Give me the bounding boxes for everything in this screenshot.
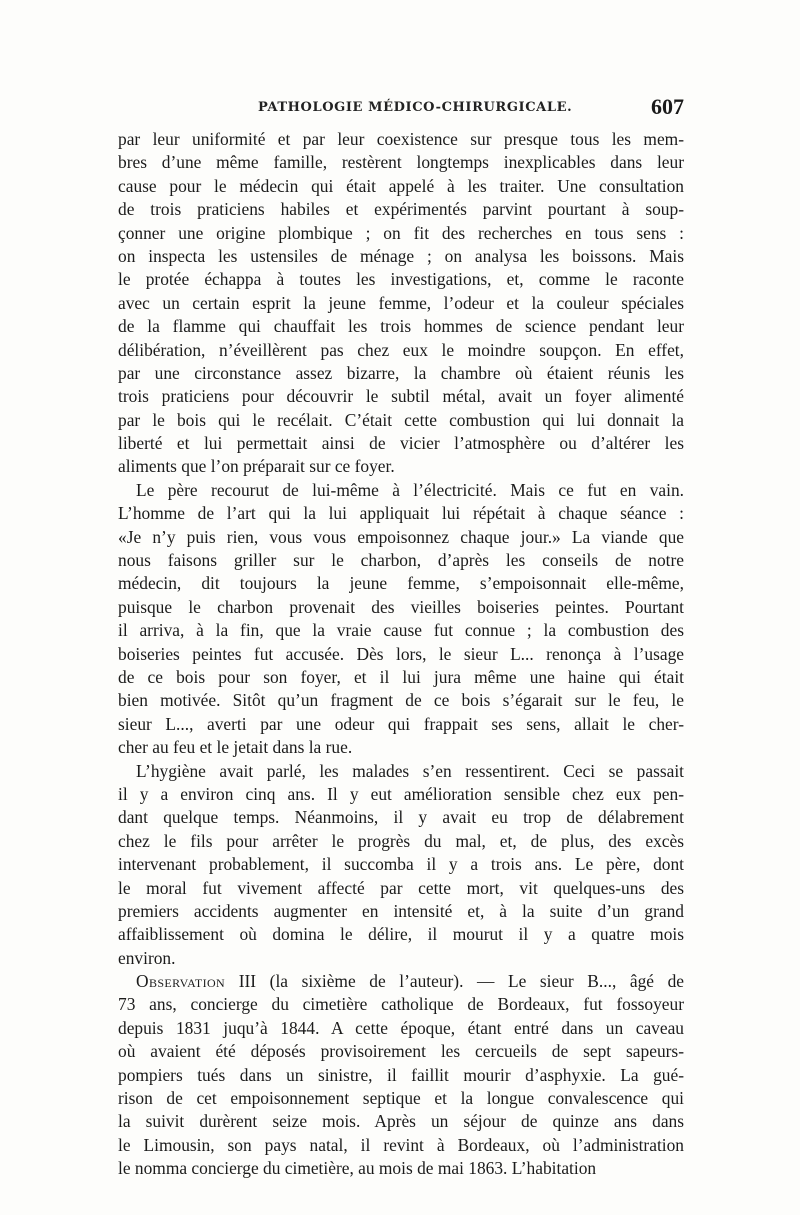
observation-lead: Observation [136,971,226,992]
text-line: chez le fils pour arrêter le progrès du mal, et, de plus, des excès [118,830,684,851]
running-title: PATHOLOGIE MÉDICO-CHIRURGICALE. [258,100,573,115]
page-number: 607 [651,94,684,119]
text-line: le moral fut vivement affecté par cette mort, vit quelques-uns des [118,877,684,898]
text-line: intervenant probablement, il succomba il y a trois ans. Le père, dont [118,854,684,875]
text-line: dant quelque temps. Néanmoins, il y avait eu trop de délabrement [118,807,684,828]
text-line: L’hygiène avait parlé, les malades s’en ressentirent. Ceci se passait [136,760,684,781]
text-line: où avaient été déposés provisoirement les cercueils de sept sapeurs- [118,1041,684,1062]
text-line: aliments que l’on préparait sur ce foyer. [118,456,395,477]
text-line: il y a environ cinq ans. Il y eut amélioration sensible chez eux pen- [118,783,684,804]
text-line: depuis 1831 juqu’à 1844. A cette époque, étant entré dans un caveau [118,1017,684,1038]
text-line: on inspecta les ustensiles de ménage ; on analysa les boissons. Mais [118,245,684,266]
text-line: de ce bois pour son foyer, et il lui jura même une haine qui était [118,666,684,687]
text-line: de trois praticiens habiles et expérimentés parvint pourtant à soup- [118,199,684,220]
text-line: rison de cet empoisonnement septique et la longue convalescence qui [118,1088,684,1109]
text-line: environ. [118,947,176,968]
text-line: sieur L..., averti par une odeur qui frappait ses sens, allait le cher- [118,713,684,734]
text-line: liberté et lui permettait ainsi de vicier l’atmosphère ou d’altérer les [118,433,684,454]
paragraph [118,479,684,760]
text-line: 73 ans, concierge du cimetière catholique de Bordeaux, fut fossoyeur [118,994,684,1015]
text-line: puisque le charbon provenait des vieilles boiseries peintes. Pourtant [118,596,684,617]
text-line: par leur uniformité et par leur coexistence sur presque tous les mem- [118,129,684,149]
text-line: la suivit durèrent seize mois. Après un séjour de quinze ans dans [118,1111,684,1132]
text-line: cause pour le médecin qui était appelé à les traiter. Une consultation [118,175,684,196]
text-line: Le père recourut de lui-même à l’électricité. Mais ce fut en vain. [136,479,684,500]
text-line: boiseries peintes fut accusée. Dès lors, le sieur L... renonça à l’usage [118,643,684,664]
text-line: par une circonstance assez bizarre, la chambre où étaient réunis les [118,362,684,383]
text-line: le protée échappa à toutes les investigations, et, comme le raconte [118,269,684,290]
paragraph [118,128,684,479]
text-line: il arriva, à la fin, que la vraie cause fut connue ; la combustion des [118,620,684,641]
text-line [118,970,684,993]
body-text [118,128,684,1181]
text-line: par le bois qui le recélait. C’était cette combustion qui lui donnait la [118,409,684,430]
text-line: affaiblissement où domina le délire, il mourut il y a quatre mois [118,924,684,945]
text-line: bien motivée. Sitôt qu’un fragment de ce bois s’égarait sur le feu, le [118,690,684,711]
paragraph [118,760,684,971]
text-line: premiers accidents augmenter en intensité et, à la suite d’un grand [118,900,684,921]
text-line: «Je n’y puis rien, vous vous empoisonnez chaque jour.» La viande que [118,526,684,547]
running-head [118,94,684,124]
text-line: de la flamme qui chauffait les trois hommes de science pendant leur [118,316,684,337]
text-line: L’homme de l’art qui la lui appliquait lui répétait à chaque séance : [118,503,684,524]
text-line: cher au feu et le jetait dans la rue. [118,737,353,758]
text-line: médecin, dit toujours la jeune femme, s’empoisonnait elle-même, [118,573,684,594]
text-line: bres d’une même famille, restèrent longtemps inexplicables dans leur [118,152,684,173]
text-line: pompiers tués dans un sinistre, il faillit mourir d’asphyxie. La gué- [118,1064,684,1085]
text-line: le Limousin, son pays natal, il revint à Bordeaux, où l’administration [118,1134,684,1155]
text-line: le nomma concierge du cimetière, au mois de mai 1863. L’habitation [118,1158,597,1179]
text-line: nous faisons griller sur le charbon, d’après les conseils de notre [118,550,684,571]
text-line: çonner une origine plombique ; on fit des recherches en tous sens : [118,222,684,243]
text-line: trois praticiens pour découvrir le subtil métal, avait un foyer alimenté [118,386,684,407]
text-line: avec un certain esprit la jeune femme, l’odeur et la couleur spéciales [118,292,684,313]
text-line: délibération, n’éveillèrent pas chez eux le moindre soupçon. En effet, [118,339,684,360]
observation-line-rest: III (la sixième de l’auteur). — Le sieur B..., âgé de [225,971,684,992]
paragraph [118,970,684,1181]
